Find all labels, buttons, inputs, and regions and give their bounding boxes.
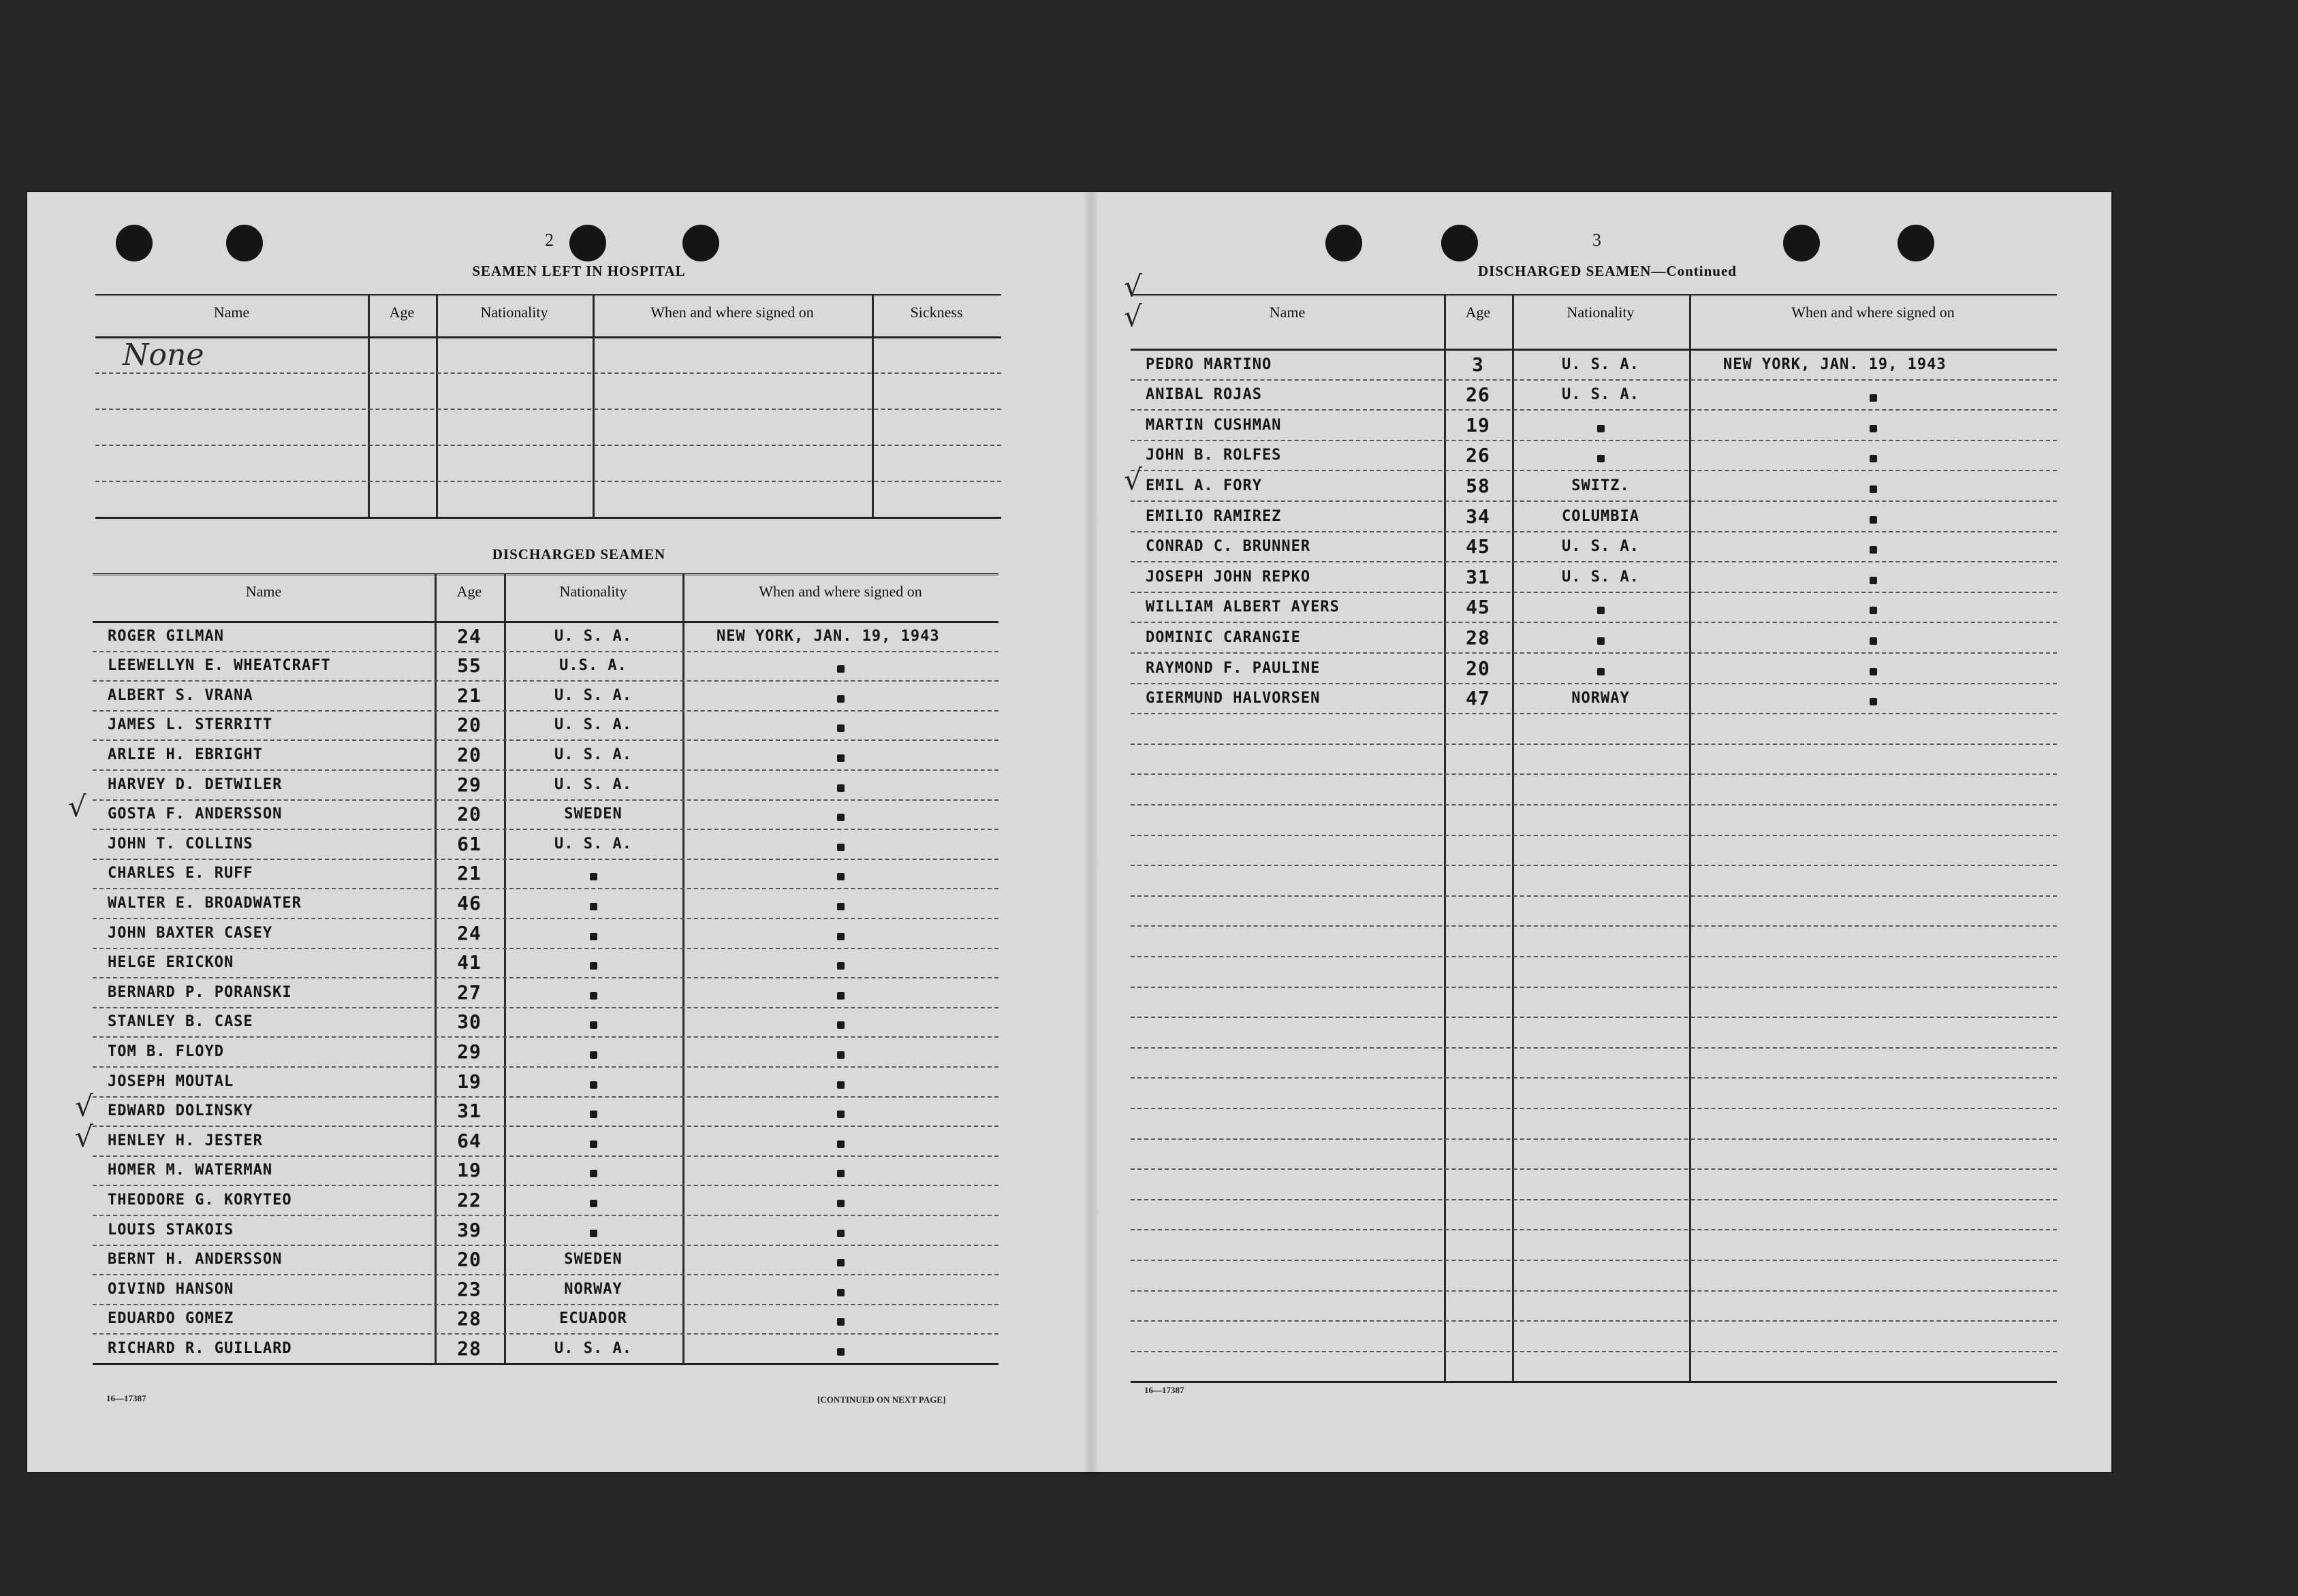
cell-name: HARVEY D. DETWILER	[108, 776, 283, 793]
cell-name: GOSTA F. ANDERSSON	[108, 805, 283, 823]
row-rule	[1131, 835, 2057, 836]
row-rule	[93, 1215, 998, 1216]
header-bottom-rule	[93, 621, 998, 623]
ditto-mark	[590, 962, 597, 970]
cell-age: 28	[457, 1337, 482, 1360]
cell-nationality: SWEDEN	[564, 805, 623, 823]
ditto-mark	[1870, 607, 1877, 614]
ditto-mark	[1870, 516, 1877, 524]
row-rule	[1131, 1108, 2057, 1109]
row-rule	[1131, 895, 2057, 897]
column-header: Sickness	[910, 304, 963, 321]
row-rule	[1131, 925, 2057, 927]
row-rule	[1131, 561, 2057, 562]
row-rule	[1131, 956, 2057, 957]
cell-name: JOSEPH JOHN REPKO	[1146, 568, 1311, 586]
cell-name: EDUARDO GOMEZ	[108, 1310, 234, 1328]
row-rule	[93, 1363, 998, 1365]
table-top-rule	[1131, 294, 2057, 300]
cell-name: LEEWELLYN E. WHEATCRAFT	[108, 657, 331, 675]
cell-name: WALTER E. BROADWATER	[108, 895, 302, 912]
cell-name: OIVIND HANSON	[108, 1280, 234, 1298]
cell-name: EDWARD DOLINSKY	[108, 1102, 253, 1120]
ditto-mark	[1870, 577, 1877, 584]
row-rule	[93, 651, 998, 652]
cell-age: 3	[1472, 353, 1484, 376]
cell-nationality: U.S. A.	[559, 657, 627, 675]
row-rule	[1131, 531, 2057, 532]
cell-age: 55	[457, 654, 482, 677]
cell-name: RAYMOND F. PAULINE	[1146, 659, 1321, 677]
cell-age: 31	[457, 1100, 482, 1123]
punch-hole	[682, 225, 719, 261]
column-divider	[368, 294, 370, 517]
cell-age: 19	[457, 1159, 482, 1182]
cell-nationality: U. S. A.	[554, 746, 632, 763]
row-rule	[93, 1066, 998, 1068]
row-rule	[1131, 744, 2057, 745]
cell-name: HOMER M. WATERMAN	[108, 1162, 273, 1179]
row-rule	[93, 948, 998, 949]
ditto-mark	[1597, 455, 1605, 462]
cell-nationality: ECUADOR	[559, 1310, 627, 1328]
cell-nationality: COLUMBIA	[1562, 507, 1639, 525]
cell-age: 20	[457, 744, 482, 766]
cell-name: BERNT H. ANDERSSON	[108, 1251, 283, 1268]
row-rule	[1131, 1199, 2057, 1200]
cell-name: TOM B. FLOYD	[108, 1043, 224, 1060]
cell-age: 45	[1466, 535, 1490, 558]
cell-name: ALBERT S. VRANA	[108, 686, 253, 704]
row-rule	[93, 859, 998, 860]
cell-name: WILLIAM ALBERT AYERS	[1146, 598, 1340, 616]
row-rule	[95, 481, 1001, 482]
ditto-mark	[837, 754, 845, 762]
ditto-mark	[837, 695, 845, 703]
cell-name: DOMINIC CARANGIE	[1146, 629, 1301, 646]
cell-age: 20	[457, 1248, 482, 1271]
ditto-mark	[837, 1200, 845, 1207]
row-rule	[1131, 1077, 2057, 1079]
cell-nationality: U. S. A.	[1562, 568, 1639, 586]
row-rule	[1131, 1047, 2057, 1049]
ditto-mark	[1870, 455, 1877, 462]
cell-age: 20	[457, 714, 482, 737]
ditto-mark	[1597, 668, 1605, 675]
row-rule	[1131, 622, 2057, 623]
ditto-mark	[837, 1289, 845, 1296]
row-rule	[95, 372, 1001, 374]
cell-name: LOUIS STAKOIS	[108, 1221, 234, 1239]
row-rule	[95, 517, 1001, 519]
ditto-mark	[837, 962, 845, 970]
row-rule	[1131, 1260, 2057, 1261]
column-header: When and where signed on	[759, 583, 922, 600]
ditto-mark	[837, 1111, 845, 1118]
cell-name: JOHN B. ROLFES	[1146, 447, 1282, 464]
row-rule	[93, 1274, 998, 1275]
cell-age: 47	[1466, 687, 1490, 710]
ditto-mark	[1870, 698, 1877, 705]
cell-age: 39	[457, 1218, 482, 1241]
cell-age: 20	[457, 803, 482, 826]
check-mark-annotation: √	[75, 1120, 93, 1153]
cell-nationality: U. S. A.	[554, 835, 632, 852]
row-rule	[93, 1096, 998, 1098]
ditto-mark	[590, 873, 597, 880]
continued-note: [CONTINUED ON NEXT PAGE]	[817, 1394, 946, 1405]
cell-age: 30	[457, 1010, 482, 1034]
ditto-mark	[837, 873, 845, 880]
column-divider	[436, 294, 438, 517]
cell-name: MARTIN CUSHMAN	[1146, 416, 1282, 434]
row-rule	[1131, 713, 2057, 714]
cell-age: 34	[1466, 505, 1490, 528]
cell-signed: NEW YORK, JAN. 19, 1943	[1723, 355, 1947, 373]
cell-name: GIERMUND HALVORSEN	[1146, 690, 1321, 707]
ditto-mark	[590, 903, 597, 910]
header-bottom-rule	[1131, 349, 2057, 351]
column-header: Name	[1269, 304, 1306, 321]
cell-age: 45	[1466, 596, 1490, 619]
punch-hole	[226, 225, 263, 261]
cell-name: THEODORE G. KORYTEO	[108, 1192, 292, 1209]
page-number-left: 2	[545, 230, 554, 250]
column-header: When and where signed on	[650, 304, 814, 321]
ditto-mark	[837, 784, 845, 792]
ditto-mark	[837, 992, 845, 1000]
cell-nationality: U. S. A.	[1562, 355, 1639, 373]
cell-name: HENLEY H. JESTER	[108, 1132, 263, 1149]
document-sheet	[27, 192, 2111, 1472]
ditto-mark	[590, 1170, 597, 1177]
punch-hole	[1325, 225, 1362, 261]
cell-name: CHARLES E. RUFF	[108, 865, 253, 882]
row-rule	[1131, 773, 2057, 775]
ditto-mark	[590, 1021, 597, 1029]
ditto-mark	[590, 1081, 597, 1089]
table-top-rule	[95, 294, 1001, 300]
column-header: Age	[1465, 304, 1491, 321]
check-mark-annotation: √	[68, 790, 86, 823]
ditto-mark	[1870, 425, 1877, 432]
column-divider	[1689, 294, 1691, 1381]
cell-nationality: SWITZ.	[1571, 477, 1630, 494]
column-header: Nationality	[480, 304, 548, 321]
cell-age: 19	[1466, 413, 1490, 436]
cell-name: ROGER GILMAN	[108, 627, 224, 645]
check-mark-annotation: √	[1124, 463, 1142, 496]
cell-age: 19	[457, 1070, 482, 1093]
row-rule	[93, 977, 998, 978]
cell-age: 28	[457, 1307, 482, 1330]
cell-signed: NEW YORK, JAN. 19, 1943	[717, 627, 940, 645]
form-number-right: 16—17387	[1144, 1385, 1184, 1395]
row-rule	[93, 829, 998, 830]
row-rule	[95, 445, 1001, 446]
hospital-section-title: SEAMEN LEFT IN HOSPITAL	[472, 263, 686, 279]
row-rule	[1131, 592, 2057, 593]
ditto-mark	[590, 1111, 597, 1118]
punch-hole	[1898, 225, 1934, 261]
row-rule	[1131, 1168, 2057, 1170]
cell-age: 58	[1466, 475, 1490, 497]
row-rule	[1131, 470, 2057, 471]
check-mark-annotation: √	[75, 1089, 93, 1123]
cell-name: PEDRO MARTINO	[1146, 355, 1272, 373]
cell-name: HELGE ERICKON	[108, 954, 234, 972]
cell-nationality: U. S. A.	[554, 1340, 632, 1357]
punch-hole	[116, 225, 153, 261]
cell-age: 29	[457, 1040, 482, 1063]
check-mark-annotation: √	[1124, 270, 1142, 303]
column-header: Age	[456, 583, 482, 600]
row-rule	[93, 1155, 998, 1157]
row-rule	[1131, 500, 2057, 502]
ditto-mark	[837, 1348, 845, 1356]
row-rule	[93, 918, 998, 919]
ditto-mark	[1870, 394, 1877, 402]
row-rule	[93, 799, 998, 801]
row-rule	[95, 409, 1001, 410]
ditto-mark	[1870, 668, 1877, 675]
row-rule	[93, 888, 998, 889]
row-rule	[1131, 379, 2057, 381]
discharged-continued-title: DISCHARGED SEAMEN—Continued	[1478, 263, 1737, 279]
ditto-mark	[837, 933, 845, 940]
cell-nationality: NORWAY	[564, 1280, 623, 1298]
row-rule	[93, 769, 998, 771]
cell-age: 26	[1466, 444, 1490, 467]
row-rule	[93, 1126, 998, 1127]
ditto-mark	[590, 933, 597, 940]
ditto-mark	[590, 1200, 597, 1207]
cell-age: 46	[457, 892, 482, 914]
row-rule	[1131, 1017, 2057, 1018]
row-rule	[93, 680, 998, 682]
ditto-mark	[837, 665, 845, 673]
cell-name: JOSEPH MOUTAL	[108, 1072, 234, 1090]
ditto-mark	[837, 1081, 845, 1089]
ditto-mark	[590, 1051, 597, 1059]
ditto-mark	[837, 724, 845, 732]
cell-name: JOHN BAXTER CASEY	[108, 924, 273, 942]
ditto-mark	[1597, 425, 1605, 432]
cell-nationality: U. S. A.	[1562, 538, 1639, 556]
row-rule	[93, 1245, 998, 1246]
punch-hole	[1783, 225, 1820, 261]
check-mark-annotation: √	[1124, 300, 1142, 333]
ditto-mark	[837, 1230, 845, 1237]
column-header: Nationality	[559, 583, 627, 600]
cell-age: 61	[457, 832, 482, 855]
cell-age: 41	[457, 951, 482, 974]
row-rule	[1131, 683, 2057, 684]
ditto-mark	[837, 814, 845, 821]
cell-age: 21	[457, 862, 482, 885]
row-rule	[93, 739, 998, 741]
column-divider	[593, 294, 595, 517]
row-rule	[1131, 440, 2057, 441]
row-rule	[1131, 1138, 2057, 1140]
cell-name: BERNARD P. PORANSKI	[108, 983, 292, 1001]
cell-age: 24	[457, 921, 482, 944]
ditto-mark	[837, 1170, 845, 1177]
table-top-rule	[93, 573, 998, 579]
cell-age: 27	[457, 980, 482, 1004]
punch-hole	[1441, 225, 1478, 261]
cell-age: 29	[457, 773, 482, 796]
column-divider	[872, 294, 874, 517]
row-rule	[1131, 987, 2057, 988]
header-bottom-rule	[95, 336, 1001, 338]
ditto-mark	[590, 1140, 597, 1148]
row-rule	[93, 1333, 998, 1335]
cell-nationality: SWEDEN	[564, 1251, 623, 1268]
cell-nationality: U. S. A.	[1562, 386, 1639, 404]
cell-name: RICHARD R. GUILLARD	[108, 1340, 292, 1357]
cell-age: 64	[457, 1129, 482, 1152]
row-rule	[93, 1007, 998, 1008]
row-rule	[1131, 409, 2057, 411]
cell-nationality: NORWAY	[1571, 690, 1630, 707]
column-header: Nationality	[1567, 304, 1635, 321]
ditto-mark	[590, 1230, 597, 1237]
cell-age: 22	[457, 1189, 482, 1211]
form-number-left: 16—17387	[106, 1393, 146, 1403]
cell-age: 20	[1466, 656, 1490, 680]
cell-name: ARLIE H. EBRIGHT	[108, 746, 263, 763]
ditto-mark	[1597, 607, 1605, 614]
cell-name: ANIBAL ROJAS	[1146, 386, 1262, 404]
cell-nationality: U. S. A.	[554, 686, 632, 704]
ditto-mark	[837, 1021, 845, 1029]
ditto-mark	[1597, 637, 1605, 645]
column-divider	[1512, 294, 1514, 1381]
cell-name: JAMES L. STERRITT	[108, 716, 273, 734]
row-rule	[1131, 804, 2057, 805]
cell-name: STANLEY B. CASE	[108, 1013, 253, 1031]
cell-age: 26	[1466, 383, 1490, 406]
page-fold	[1084, 192, 1098, 1472]
row-rule	[1131, 865, 2057, 866]
row-rule	[93, 1036, 998, 1038]
ditto-mark	[837, 1051, 845, 1059]
row-rule	[1131, 1320, 2057, 1322]
row-rule	[93, 1185, 998, 1186]
ditto-mark	[837, 1318, 845, 1326]
cell-nationality: U. S. A.	[554, 716, 632, 734]
ditto-mark	[1870, 546, 1877, 554]
row-rule	[1131, 1351, 2057, 1352]
row-rule	[1131, 652, 2057, 654]
ditto-mark	[837, 1259, 845, 1266]
cell-name: EMIL A. FORY	[1146, 477, 1262, 494]
cell-name: JOHN T. COLLINS	[108, 835, 253, 852]
column-header: Age	[389, 304, 415, 321]
discharged-section-title: DISCHARGED SEAMEN	[492, 546, 666, 562]
ditto-mark	[837, 1140, 845, 1148]
cell-age: 21	[457, 684, 482, 707]
cell-age: 24	[457, 624, 482, 648]
row-rule	[1131, 1381, 2057, 1383]
punch-hole	[569, 225, 606, 261]
cell-age: 23	[457, 1277, 482, 1300]
ditto-mark	[1870, 485, 1877, 493]
ditto-mark	[590, 992, 597, 1000]
ditto-mark	[1870, 637, 1877, 645]
row-rule	[1131, 1290, 2057, 1292]
ditto-mark	[837, 844, 845, 851]
row-rule	[93, 710, 998, 712]
column-header: When and where signed on	[1791, 304, 1955, 321]
cell-nationality: U. S. A.	[554, 776, 632, 793]
cell-name: CONRAD C. BRUNNER	[1146, 538, 1311, 556]
hospital-entry-none: None	[123, 338, 204, 372]
cell-name: EMILIO RAMIREZ	[1146, 507, 1282, 525]
cell-age: 31	[1466, 565, 1490, 588]
cell-age: 28	[1466, 626, 1490, 649]
column-header: Name	[213, 304, 250, 321]
ditto-mark	[837, 903, 845, 910]
row-rule	[93, 1304, 998, 1305]
column-header: Name	[245, 583, 282, 600]
row-rule	[1131, 1229, 2057, 1230]
page-number-right: 3	[1592, 230, 1601, 250]
cell-nationality: U. S. A.	[554, 627, 632, 645]
